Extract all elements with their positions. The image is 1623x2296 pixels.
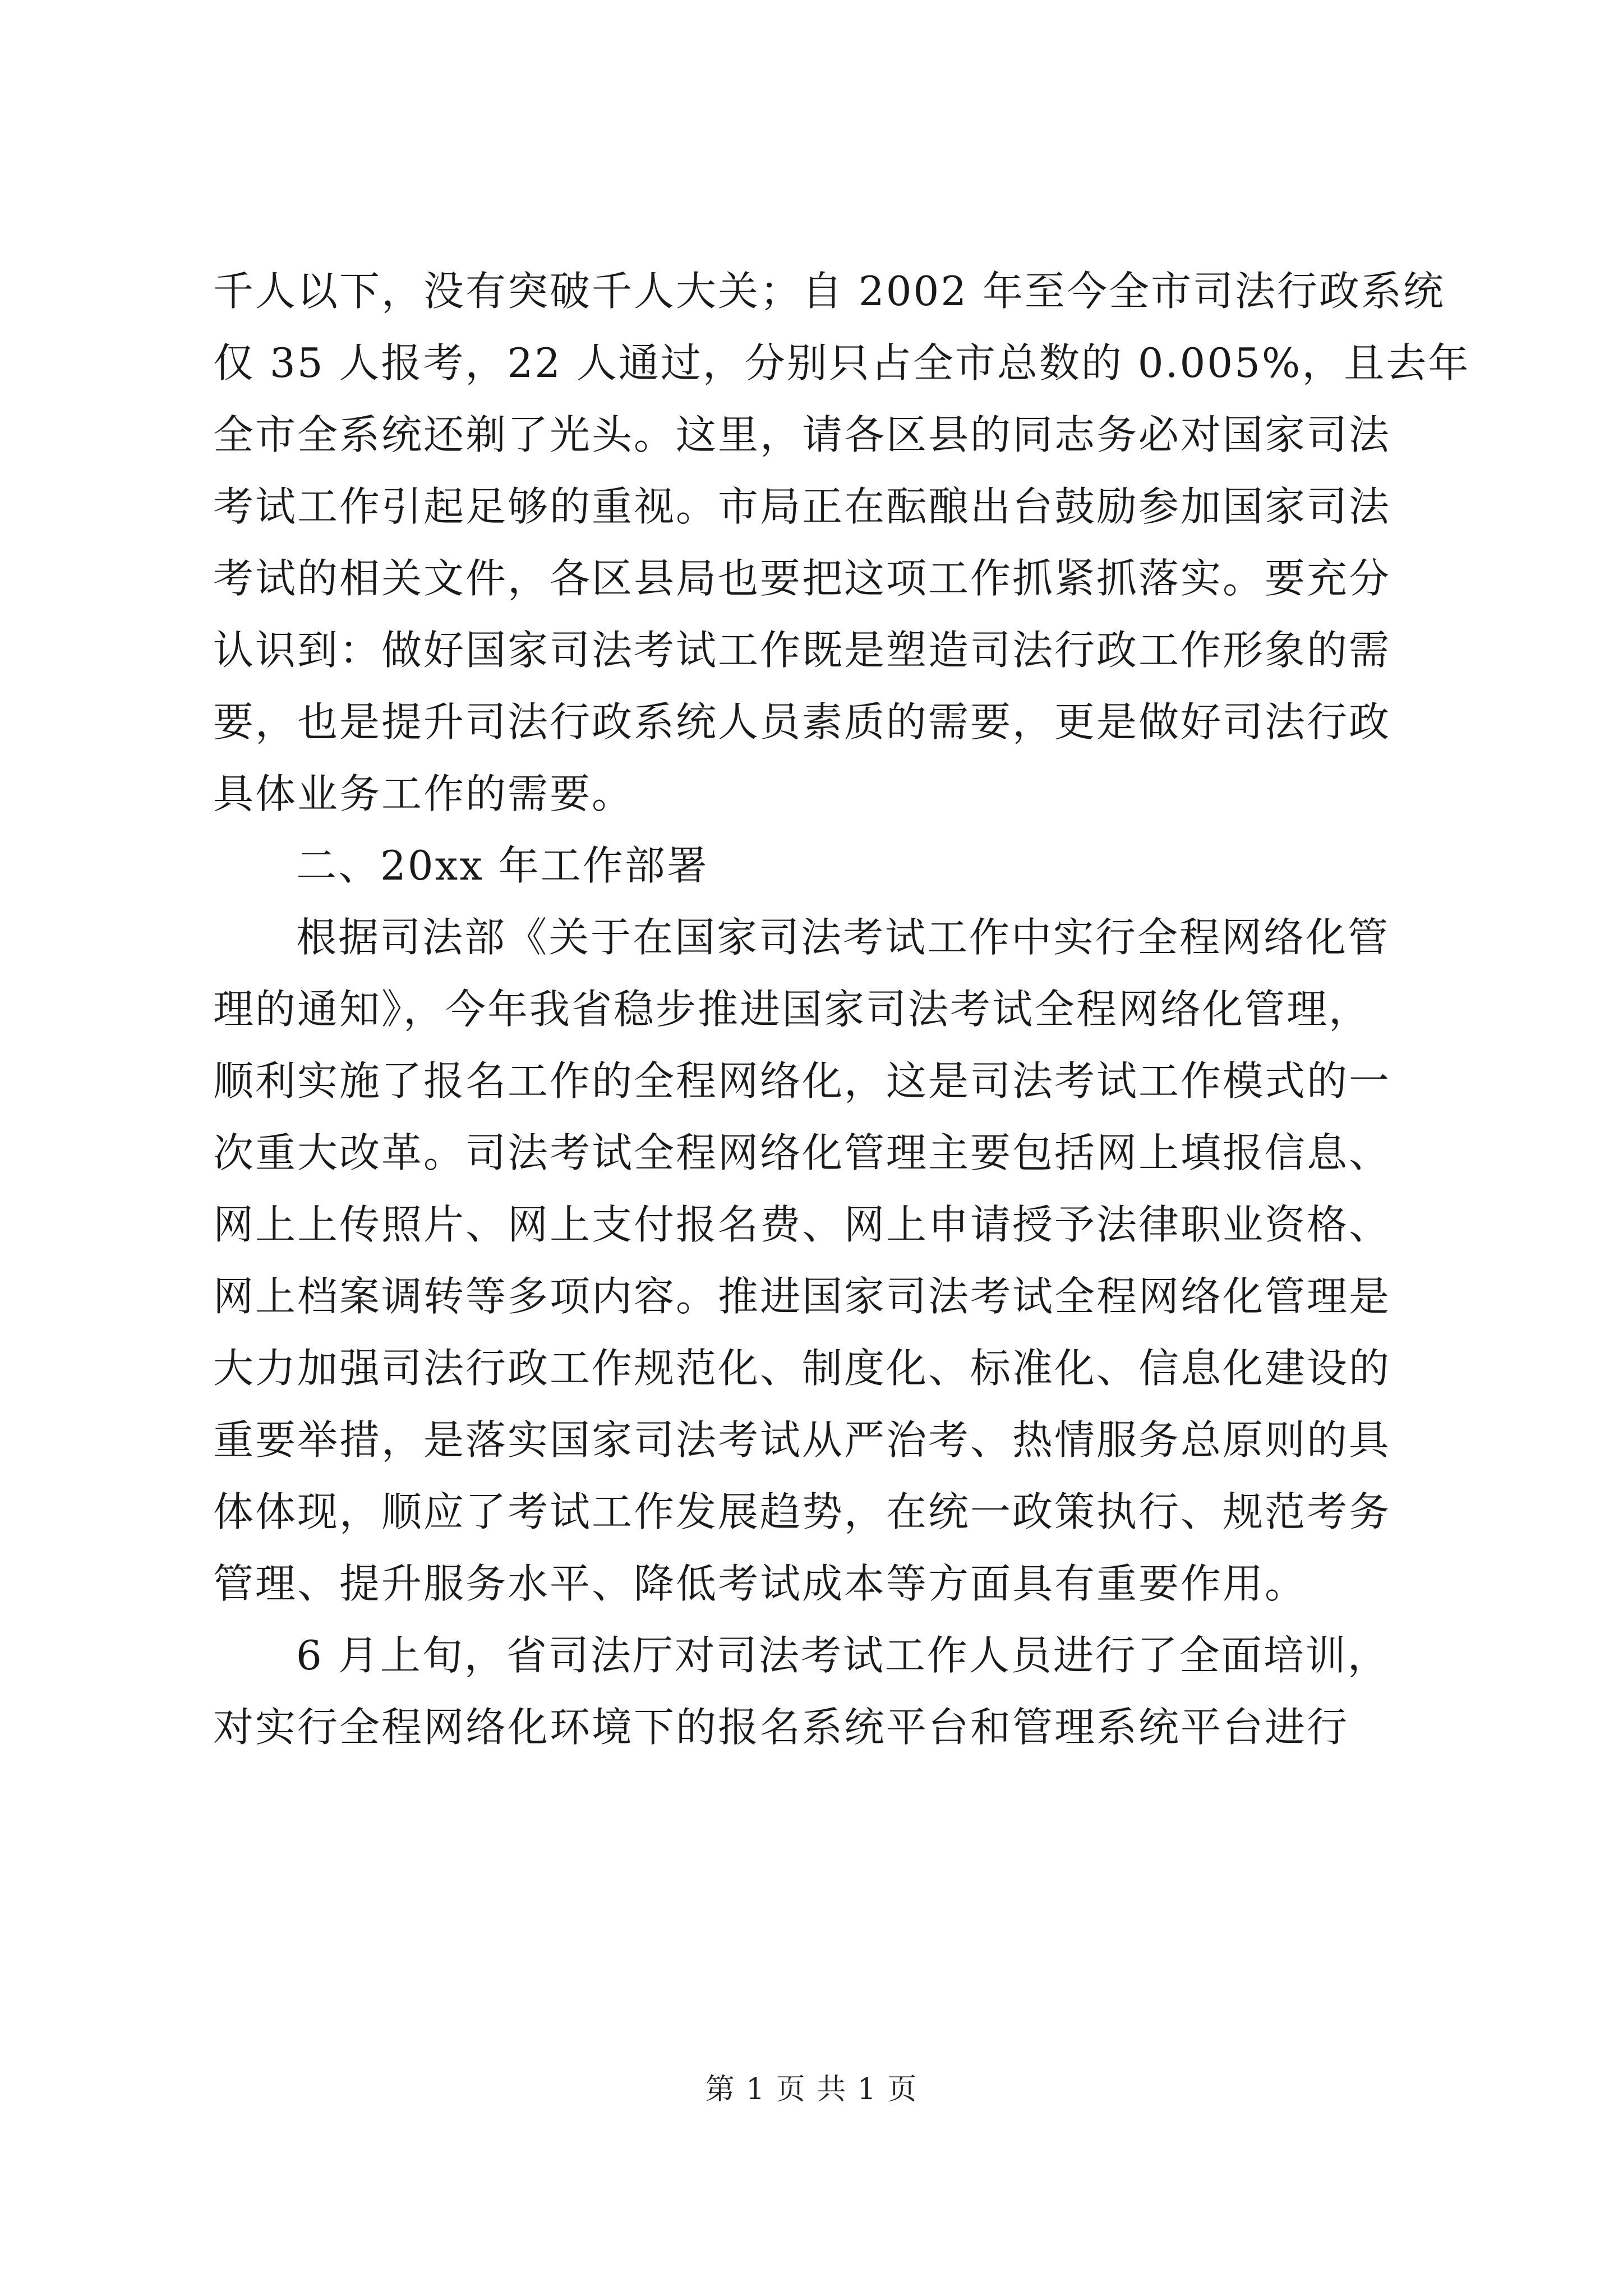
text-line: 体体现，顺应了考试工作发展趋势，在统一政策执行、规范考务 xyxy=(213,1488,1391,1535)
text-line: 具体业务工作的需要。 xyxy=(213,770,634,817)
text-line: 根据司法部《关于在国家司法考试工作中实行全程网络化管 xyxy=(296,914,1390,961)
text-line: 管理、提升服务水平、降低考试成本等方面具有重要作用。 xyxy=(213,1560,1307,1607)
text-line: 次重大改革。司法考试全程网络化管理主要包括网上填报信息、 xyxy=(213,1129,1391,1176)
text-line: 6 月上旬，省司法厅对司法考试工作人员进行了全面培训， xyxy=(296,1632,1390,1679)
text-line: 理的通知》，今年我省稳步推进国家司法考试全程网络化管理， xyxy=(213,986,1371,1033)
page-number-label: 第 1 页 共 1 页 xyxy=(705,2073,918,2106)
text-line: 大力加强司法行政工作规范化、制度化、标准化、信息化建设的 xyxy=(213,1345,1391,1392)
section-heading: 二、20xx 年工作部署 xyxy=(296,842,709,889)
text-line: 网上档案调转等多项内容。推进国家司法考试全程网络化管理是 xyxy=(213,1273,1391,1320)
text-line: 认识到：做好国家司法考试工作既是塑造司法行政工作形象的需 xyxy=(213,627,1391,674)
text-line: 要，也是提升司法行政系统人员素质的需要，更是做好司法行政 xyxy=(213,698,1391,746)
text-line: 对实行全程网络化环境下的报名系统平台和管理系统平台进行 xyxy=(213,1704,1349,1751)
text-line: 仅 35 人报考，22 人通过，分别只占全市总数的 0.005%，且去年 xyxy=(213,339,1470,386)
page-footer xyxy=(0,2070,1623,2109)
text-line: 全市全系统还剃了光头。这里，请各区县的同志务必对国家司法 xyxy=(213,411,1391,458)
text-line: 千人以下，没有突破千人大关；自 2002 年至今全市司法行政系统 xyxy=(213,268,1446,315)
text-line: 考试工作引起足够的重视。市局正在酝酿出台鼓励参加国家司法 xyxy=(213,483,1391,530)
text-line: 考试的相关文件，各区县局也要把这项工作抓紧抓落实。要充分 xyxy=(213,555,1391,602)
text-line: 重要举措，是落实国家司法考试从严治考、热情服务总原则的具 xyxy=(213,1416,1391,1464)
text-line: 网上上传照片、网上支付报名费、网上申请授予法律职业资格、 xyxy=(213,1201,1391,1248)
document-body xyxy=(213,255,1470,1763)
text-line: 顺利实施了报名工作的全程网络化，这是司法考试工作模式的一 xyxy=(213,1057,1391,1105)
